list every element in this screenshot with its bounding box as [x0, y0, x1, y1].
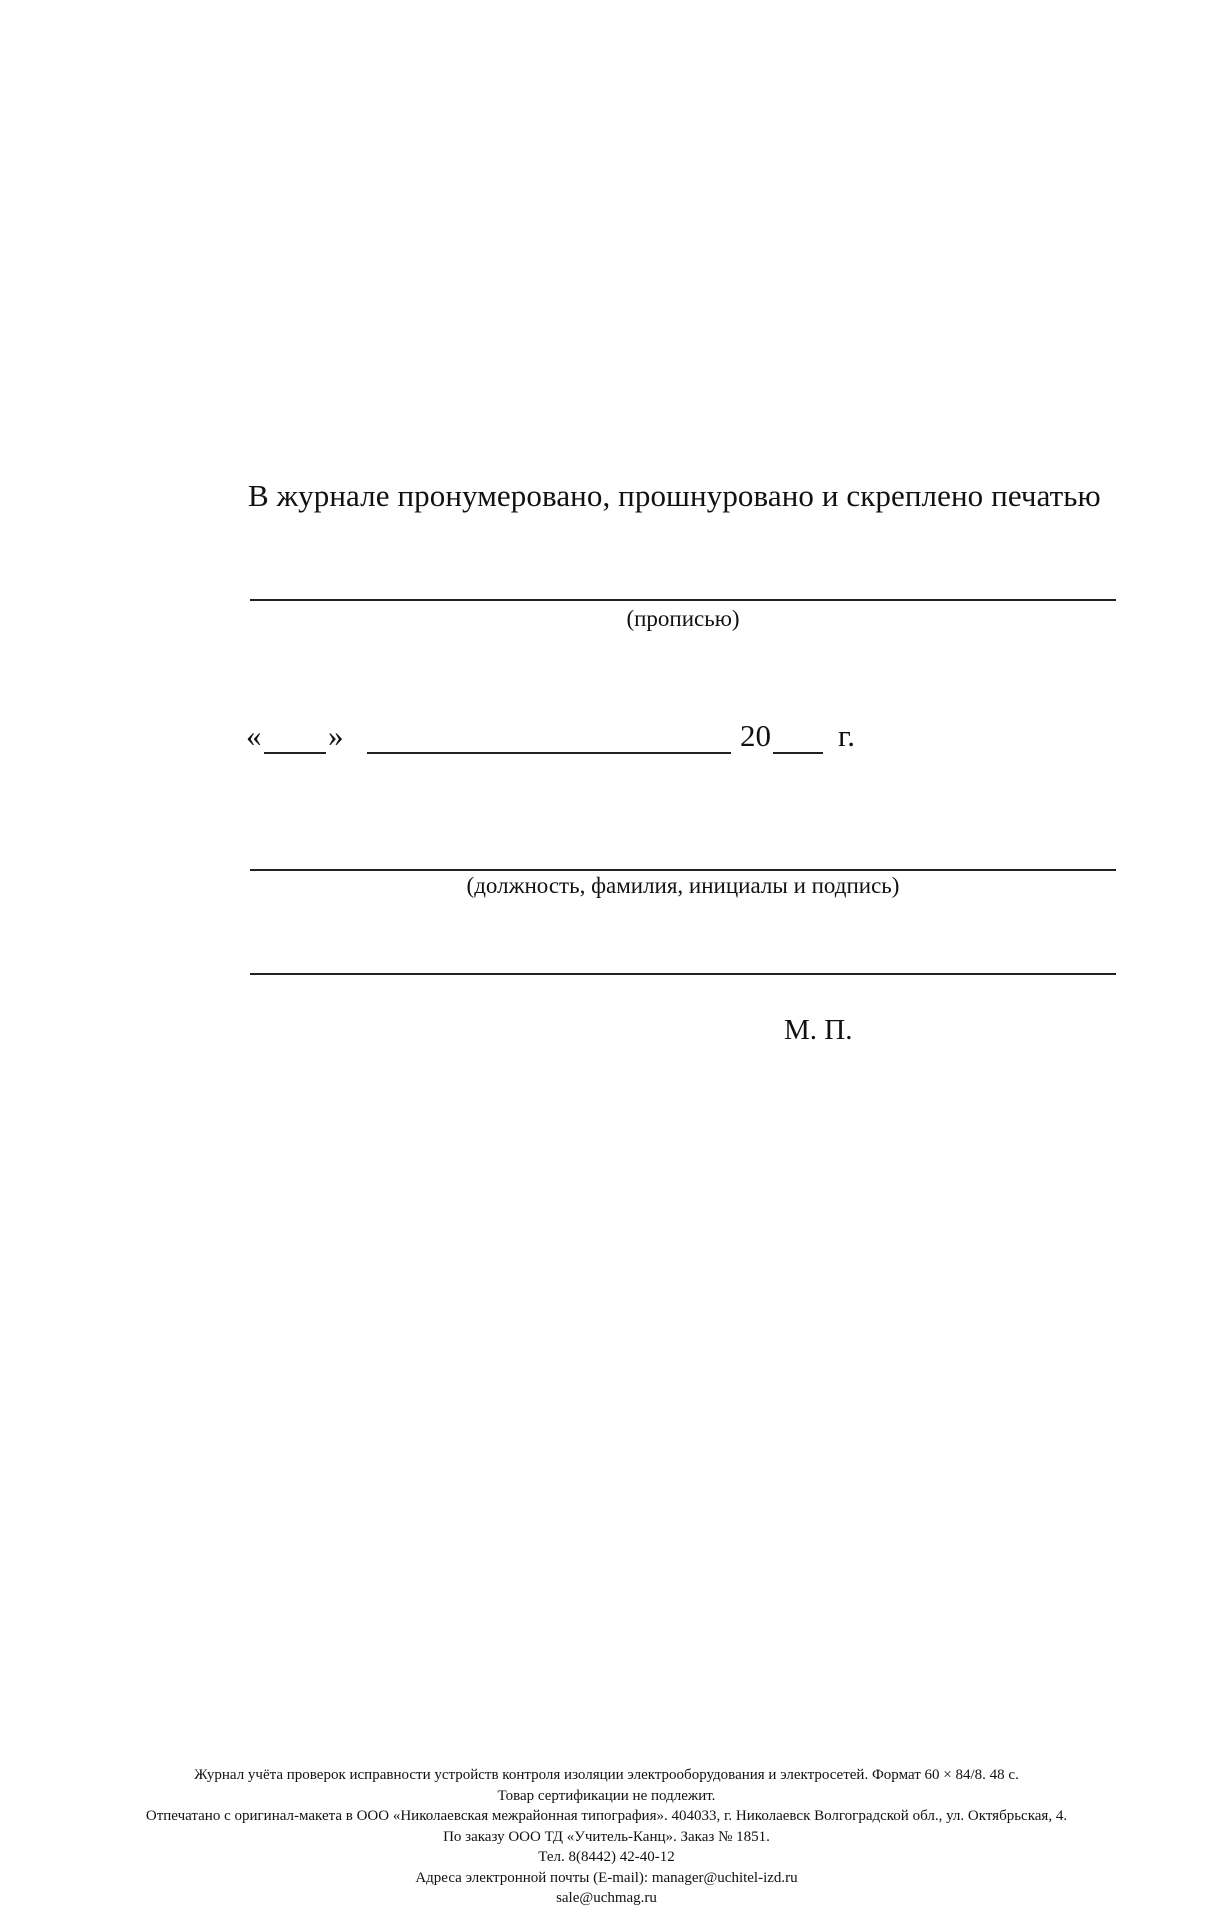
imprint-line: По заказу ООО ТД «Учитель-Канц». Заказ № 1851. [443, 1828, 770, 1845]
imprint-block [0, 1765, 1213, 1909]
signer-line [250, 869, 1116, 871]
year-prefix: 20 [740, 718, 771, 753]
stamp-placeholder: М. П. [784, 1014, 853, 1046]
page-count-line [250, 599, 1116, 601]
signer-line-extra [250, 973, 1116, 975]
date-close-quote: » [328, 718, 344, 753]
certification-heading: В журнале пронумеровано, прошнуровано и скреплено печатью [248, 478, 1101, 513]
imprint-line: Отпечатано с оригинал-макета в ООО «Николаевская межрайонная типография». 404033, г. Николаевск Волгоградской обл., ул. Октябрьская, 4. [145, 1808, 1068, 1824]
year-blank [773, 752, 823, 754]
imprint-line: Товар сертификации не подлежит. [497, 1787, 716, 1804]
imprint-line: Адреса электронной почты (E-mail): manager@uchitel-izd.ru [415, 1869, 798, 1886]
year-suffix: г. [838, 718, 855, 753]
signer-caption: (должность, фамилия, инициалы и подпись) [466, 873, 900, 898]
month-blank [367, 752, 731, 754]
imprint-line: sale@uchmag.ru [556, 1890, 657, 1906]
date-open-quote: « [246, 718, 262, 753]
imprint-line: Тел. 8(8442) 42-40-12 [538, 1849, 675, 1865]
day-blank [264, 752, 326, 754]
date-line [246, 718, 946, 758]
page-count-caption: (прописью) [626, 606, 740, 631]
imprint-line: Журнал учёта проверок исправности устройств контроля изоляции электрооборудования и электросетей. Формат 60 × 84/8. 48 с. [194, 1767, 1019, 1783]
